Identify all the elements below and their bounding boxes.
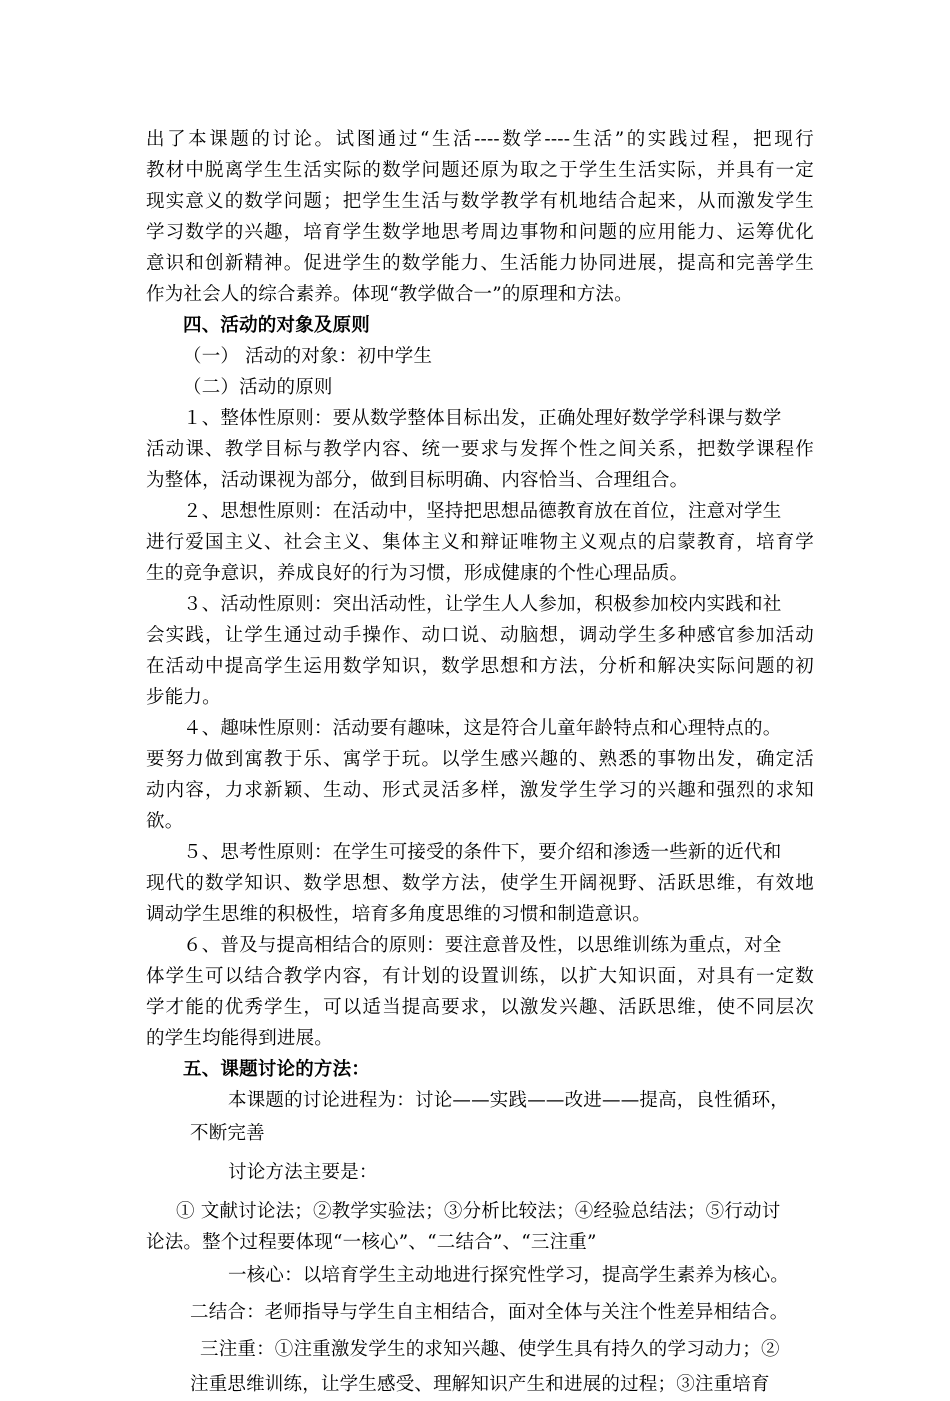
text-line: 注重思维训练，让学生感受、理解知识产生和进展的过程；③注重培育 — [190, 1374, 770, 1395]
text-line: 教材中脱离学生生活实际的数学问题还原为取之于学生生活实际，并具有一定 — [146, 160, 814, 181]
text-line: 学才能的优秀学生，可以适当提高要求，以激发兴趣、活跃思维，使不同层次 — [146, 997, 814, 1018]
text-line: 体学生可以结合教学内容，有计划的设置训练，以扩大知识面，对具有一定数 — [146, 966, 814, 987]
text-line: ６、普及与提高相结合的原则：要注意普及性，以思维训练为重点，对全 — [183, 935, 782, 956]
text-line: 调动学生思维的积极性，培育多角度思维的习惯和制造意识。 — [146, 904, 651, 925]
text-line: 动内容，力求新颖、生动、形式灵活多样，激发学生学习的兴趣和强烈的求知 — [146, 780, 814, 801]
text-line: 欲。 — [146, 811, 184, 832]
text-line: 一核心：以培育学生主动地进行探究性学习，提高学生素养为核心。 — [228, 1265, 790, 1286]
text-line: 在活动中提高学生运用数学知识，数学思想和方法，分析和解决实际问题的初 — [146, 656, 814, 677]
text-line: 现实意义的数学问题；把学生生活与数学教学有机地结合起来，从而激发学生 — [146, 191, 814, 212]
text-line: 学习数学的兴趣，培育学生数学地思考周边事物和问题的应用能力、运筹优化 — [146, 222, 814, 243]
text-line: 生的竞争意识，养成良好的行为习惯，形成健康的个性心理品质。 — [146, 563, 689, 584]
text-line: ４、趣味性原则：活动要有趣味，这是符合儿童年龄特点和心理特点的。 — [183, 718, 782, 739]
text-line: 二结合：老师指导与学生自主相结合，面对全体与关注个性差异相结合。 — [190, 1302, 789, 1323]
text-line: 的学生均能得到进展。 — [146, 1028, 334, 1049]
text-line: 三注重：①注重激发学生的求知兴趣、使学生具有持久的学习动力；② — [200, 1339, 780, 1360]
text-line: 讨论方法主要是： — [228, 1162, 378, 1183]
text-line: ３、活动性原则：突出活动性，让学生人人参加，积极参加校内实践和社 — [183, 594, 782, 615]
text-line: 不断完善 — [190, 1123, 265, 1144]
text-line: （二）活动的原则 — [183, 377, 333, 398]
text-line: 意识和创新精神。促进学生的数学能力、生活能力协同进展，提高和完善学生 — [146, 253, 814, 274]
text-line: 进行爱国主义、社会主义、集体主义和辩证唯物主义观点的启蒙教育，培育学 — [146, 532, 814, 553]
text-line: 为整体，活动课视为部分，做到目标明确、内容恰当、合理组合。 — [146, 470, 689, 491]
text-line: １、整体性原则：要从数学整体目标出发，正确处理好数学学科课与数学 — [183, 408, 782, 429]
text-line: 活动课、教学目标与教学内容、统一要求与发挥个性之间关系，把数学课程作 — [146, 439, 814, 460]
text-line: 五、课题讨论的方法： — [183, 1059, 371, 1080]
text-line: ５、思考性原则：在学生可接受的条件下，要介绍和渗透一些新的近代和 — [183, 842, 782, 863]
text-line: 作为社会人的综合素养。体现“教学做合一”的原理和方法。 — [146, 284, 633, 305]
text-line: （一） 活动的对象：初中学生 — [183, 346, 433, 367]
text-line: 论法。整个过程要体现“一核心”、“二结合”、“三注重” — [146, 1232, 597, 1253]
text-line: ２、思想性原则：在活动中，坚持把思想品德教育放在首位，注意对学生 — [183, 501, 782, 522]
text-line: 现代的数学知识、数学思想、数学方法，使学生开阔视野、活跃思维，有效地 — [146, 873, 814, 894]
text-line: 会实践，让学生通过动手操作、动口说、动脑想，调动学生多种感官参加活动 — [146, 625, 814, 646]
text-line: ① 文献讨论法；②教学实验法；③分析比较法；④经验总结法；⑤行动讨 — [176, 1201, 781, 1222]
text-line: 要努力做到寓教于乐、寓学于玩。以学生感兴趣的、熟悉的事物出发，确定活 — [146, 749, 814, 770]
text-line: 步能力。 — [146, 687, 221, 708]
text-line: 出了本课题的讨论。试图通过“生活----数学----生活”的实践过程，把现行 — [146, 129, 814, 150]
text-line: 本课题的讨论进程为：讨论——实践——改进——提高，良性循环， — [228, 1090, 790, 1111]
text-line: 四、活动的对象及原则 — [183, 315, 371, 336]
